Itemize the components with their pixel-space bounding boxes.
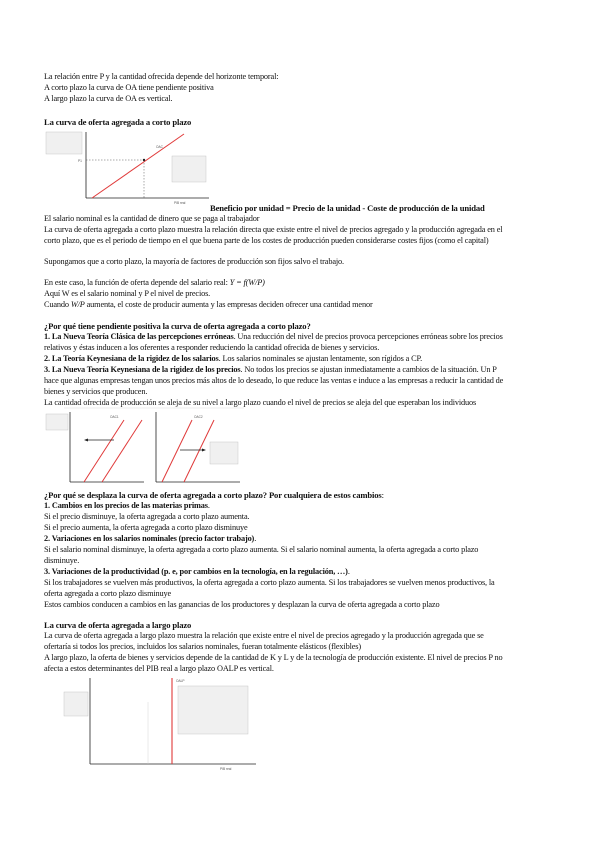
change-2-line-1: Si el salario nominal disminuye, la oferta agregada a corto plazo aumenta. Si el salario nominal aumenta, la oferta agregada a corto plazo (44, 545, 479, 554)
theory-3-line-c: bienes y servicios que producen. (44, 387, 148, 396)
fig2b-note-box (210, 442, 238, 464)
theory-1-text: . Una reducción del nivel de precios provoca percepciones erróneas sobre los precios (233, 332, 503, 341)
intro-line-2: A corto plazo la curva de OA tiene pendiente positiva (44, 83, 214, 92)
fig2b-curve-1 (162, 420, 192, 482)
fig2b-curve-label: OAC2 (194, 415, 203, 419)
benefit-formula: Beneficio por unidad = Precio de la unidad - Coste de producción de la unidad (210, 203, 485, 213)
intro-line-1: La relación entre P y la cantidad ofrecida depende del horizonte temporal: (44, 72, 279, 81)
change-2-dot: . (254, 534, 257, 543)
s3-heading-text: ¿Por qué se desplaza la curva de oferta agregada a corto plazo? Por cualquiera de estos cambios (44, 490, 382, 500)
s1-paragraph-6 (44, 300, 564, 310)
change-1-label: 1. Cambios en los precios de las materias primas (44, 501, 208, 510)
fig3-note-box-left (64, 692, 88, 716)
theory-3-line-a (44, 365, 564, 375)
theory-3-line-b: hace que algunas empresas tengan unos precios más altos de lo deseado, lo que reduce las ventas e induce a las empresas a reducir la cantidad de (44, 376, 504, 385)
fig2a-arrow-head (84, 439, 88, 442)
s1-paragraph-3: Supongamos que a corto plazo, la mayoría de factores de producción son fijos salvo el trabajo. (44, 257, 344, 266)
long-run-supply-figure (60, 672, 260, 772)
s1-p6-post: aumenta, el coste de producir aumenta y las empresas deciden ofrecer una cantidad menor (84, 300, 373, 309)
fig1-point (143, 159, 145, 161)
theory-2-label: 2. La Teoría Keynesiana de la rigidez de los salarios (44, 354, 219, 363)
s2-closing-paragraph: La cantidad ofrecida de producción se aleja de su nivel a largo plazo cuando el nivel de precios se aleja del que esperaban los individuos (44, 398, 477, 407)
fig2a-curve-2 (102, 420, 142, 482)
change-1-line-1: Si el precio disminuye, la oferta agregada a corto plazo aumenta. (44, 512, 250, 521)
fig1-supply-curve (92, 134, 184, 198)
section-heading-long-run-supply: La curva de oferta agregada a largo plazo (44, 620, 192, 630)
fig1-note-box (46, 132, 82, 154)
change-1-dot: . (207, 501, 210, 510)
theory-1-label: 1. La Nueva Teoría Clásica de las percepciones erróneas (44, 332, 234, 341)
s1-paragraph-2b: corto plazo, que es el periodo de tiempo en el que buena parte de los costes de producción pueden considerarse costes fijos (como el capital) (44, 236, 489, 245)
change-3-dot: . (347, 567, 350, 576)
change-2-line-2: disminuye. (44, 556, 80, 565)
theory-2-line (44, 354, 564, 364)
s1-paragraph-1: El salario nominal es la cantidad de dinero que se paga al trabajador (44, 214, 260, 223)
change-1-heading (44, 501, 564, 511)
change-3-heading (44, 567, 564, 577)
s1-paragraph-2a: La curva de oferta agregada a corto plazo muestra la relación directa que existe entre el nivel de precios agregado y la producción agregada en el (44, 225, 503, 234)
s3-heading-colon: : (381, 490, 384, 500)
theory-1-line-b: relativos y éstas inducen a los oferentes a responder reduciendo la cantidad ofrecida de bienes y servicios. (44, 343, 380, 352)
s4-paragraph-1b: ofertaría si todos los precios, incluidos los salarios nominales, fueran totalmente elásticos (flexibles) (44, 642, 361, 651)
short-run-supply-figure (44, 128, 214, 208)
theory-1-line-a (44, 332, 564, 342)
fig1-tick-p1: P1 (78, 159, 82, 163)
change-3-line-2: oferta agregada a corto plazo disminuye (44, 589, 172, 598)
supply-function-formula: Y = f(W/P) (229, 278, 265, 287)
change-3-label: 3. Variaciones de la productividad (p. e, por cambios en la tecnología, en la regulación, …) (44, 567, 348, 576)
fig2b-arrow-head (202, 449, 206, 452)
fig2a-note-box (46, 414, 68, 430)
supply-shift-figure (44, 402, 244, 486)
fig1-curve-label: OAC (156, 145, 163, 149)
section-heading-shift (44, 490, 564, 500)
theory-3-text: . No todos los precios se ajustan inmediatamente a cambios de la situación. Un P (240, 365, 497, 374)
change-1-line-2: Si el precio aumenta, la oferta agregada a corto plazo disminuye (44, 523, 248, 532)
fig3-note-box-right (178, 686, 248, 734)
s3-closing-paragraph: Estos cambios conducen a cambios en las ganancias de los productores y desplazan la curva de oferta agregada a corto plazo (44, 600, 440, 609)
fig3-x-label: PIB real (220, 767, 232, 771)
theory-3-label: 3. La Nueva Teoría Keynesiana de la rigidez de los precios (44, 365, 241, 374)
fig1-x-label: PIB real (174, 201, 186, 205)
intro-line-3: A largo plazo la curva de OA es vertical. (44, 94, 173, 103)
change-2-heading (44, 534, 564, 544)
fig2b-curve-2 (184, 420, 214, 482)
section-heading-positive-slope: ¿Por qué tiene pendiente positiva la curva de oferta agregada a corto plazo? (44, 321, 311, 331)
s1-p4-text: En este caso, la función de oferta depende del salario real: (44, 278, 230, 287)
real-wage-var: W/P (70, 300, 85, 309)
fig2a-curve-label: OAC1 (110, 415, 119, 419)
fig1-note-box-right (172, 156, 206, 182)
change-3-line-1: Si los trabajadores se vuelven más productivos, la oferta agregada a corto plazo aumenta. Si los trabajadores se vuelven menos productivos, la (44, 578, 495, 587)
change-2-label: 2. Variaciones en los salarios nominales (precio factor trabajo) (44, 534, 255, 543)
s4-paragraph-2b: afecta a estos determinantes del PIB real a largo plazo OALP es vertical. (44, 664, 274, 673)
fig2a-curve-1 (84, 420, 124, 482)
s4-paragraph-1a: La curva de oferta agregada a largo plazo muestra la relación que existe entre el nivel de precios agregado y la producción agregada que se (44, 631, 484, 640)
theory-2-text: . Los salarios nominales se ajustan lentamente, son rígidos a CP. (218, 354, 422, 363)
s1-paragraph-5: Aquí W es el salario nominal y P el nivel de precios. (44, 289, 211, 298)
s4-paragraph-2a: A largo plazo, la oferta de bienes y servicios depende de la cantidad de K y L y de la tecnología de producción existente. El nivel de precios P no (44, 653, 503, 662)
section-heading-short-run-supply: La curva de oferta agregada a corto plazo (44, 117, 192, 127)
fig3-curve-label: OALP (176, 679, 185, 683)
s1-p6-pre: Cuando (44, 300, 71, 309)
s1-paragraph-4 (44, 278, 564, 288)
